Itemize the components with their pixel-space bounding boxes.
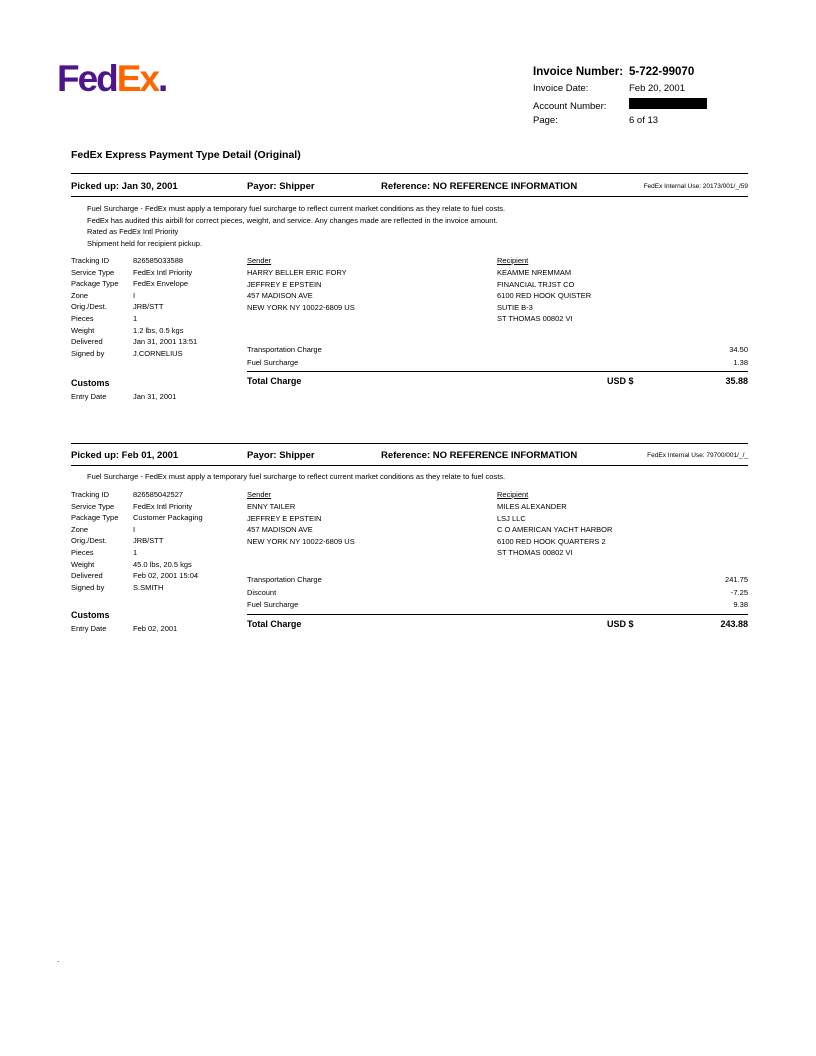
- logo-ex-text: Ex: [116, 58, 159, 99]
- recipient-block-2: [497, 489, 737, 559]
- field-key: Service Type: [71, 501, 115, 511]
- page-label: Page:: [533, 115, 558, 126]
- shipment-notes-2: [87, 471, 727, 483]
- shipment-fields-1: [71, 255, 243, 359]
- charge-row: [247, 599, 748, 612]
- field-key: Package Type: [71, 513, 119, 523]
- recipient-title: Recipient: [497, 256, 529, 265]
- charge-name: Discount: [247, 587, 277, 597]
- page-value: 6 of 13: [629, 115, 659, 126]
- logo-dot: .: [158, 58, 168, 99]
- shipment-fields-2: [71, 489, 243, 593]
- recipient-block-1: [497, 255, 737, 325]
- shipment-notes-1: [87, 203, 727, 249]
- payor-2: Payor: Shipper: [247, 450, 315, 461]
- recipient-line: 6100 RED HOOK QUARTERS 2: [497, 536, 606, 546]
- shipment-rule-2: [71, 465, 748, 466]
- sender-line: NEW YORK NY 10022-6809 US: [247, 302, 355, 312]
- invoice-date-label: Invoice Date:: [533, 83, 589, 94]
- charge-amount: -7.25: [730, 587, 748, 597]
- reference-2: Reference: NO REFERENCE INFORMATION: [381, 450, 578, 461]
- account-number-row: [533, 98, 763, 112]
- recipient-line: KEAMME NREMMAM: [497, 268, 572, 278]
- invoice-number-value: 5-722-99070: [629, 66, 695, 78]
- field-key: Delivered: [71, 337, 103, 347]
- field-value: Jan 31, 2001 13:51: [133, 337, 198, 347]
- customs-block-1: [71, 378, 251, 402]
- internal-use-2: FedEx Internal Use: 79700/001/_/_: [647, 451, 748, 459]
- charges-divider: [247, 614, 748, 615]
- invoice-header: [533, 66, 763, 130]
- sender-block-1: [247, 255, 482, 313]
- field-value: Customer Packaging: [133, 513, 203, 523]
- field-row: [71, 267, 243, 279]
- field-key: Zone: [71, 290, 89, 300]
- note-line: FedEx has audited this airbill for correct pieces, weight, and service. Any changes made are reflected in the invoice amount.: [87, 215, 498, 225]
- footer-mark: .: [57, 955, 60, 964]
- charge-amount: 34.50: [729, 345, 748, 354]
- charge-name: Fuel Surcharge: [247, 357, 299, 367]
- invoice-date-value: Feb 20, 2001: [629, 83, 685, 94]
- reference-1: Reference: NO REFERENCE INFORMATION: [381, 181, 578, 192]
- field-row: [71, 336, 243, 348]
- field-row: [71, 547, 243, 559]
- field-row: [71, 582, 243, 594]
- total-label: Total Charge: [247, 376, 302, 386]
- field-key: Signed by: [71, 348, 105, 358]
- logo-fed-text: Fed: [57, 58, 117, 99]
- field-key: Package Type: [71, 279, 119, 289]
- field-row: [71, 278, 243, 290]
- field-row: [71, 512, 243, 524]
- recipient-line: C O AMERICAN YACHT HARBOR: [497, 525, 613, 535]
- field-row: [71, 313, 243, 325]
- field-value: 1.2 lbs, 0.5 kgs: [133, 325, 184, 335]
- field-value: 826585033588: [133, 256, 184, 265]
- charge-amount: 1.38: [733, 357, 748, 367]
- shipment-separator: [71, 443, 748, 444]
- picked-up-1: Picked up: Jan 30, 2001: [71, 181, 178, 192]
- field-row: [71, 301, 243, 313]
- field-value: 826585042527: [133, 490, 184, 499]
- field-row: [71, 348, 243, 360]
- field-row: [71, 255, 243, 267]
- charge-row: [247, 344, 748, 357]
- field-value: I: [133, 524, 136, 534]
- sender-title: Sender: [247, 490, 272, 499]
- field-value: S.SMITH: [133, 582, 164, 592]
- sender-line: JEFFREY E EPSTEIN: [247, 513, 322, 523]
- recipient-line: ST THOMAS 00802 VI: [497, 314, 573, 324]
- field-key: Pieces: [71, 313, 94, 323]
- customs-row: [71, 623, 251, 635]
- customs-block-2: [71, 610, 251, 634]
- invoice-number-label: Invoice Number:: [533, 66, 624, 78]
- recipient-line: 6100 RED HOOK QUISTER: [497, 291, 592, 301]
- customs-value: Jan 31, 2001: [133, 391, 177, 401]
- fedex-logo: [57, 60, 167, 97]
- recipient-line: FINANCIAL TRJST CO: [497, 279, 575, 289]
- note-line: Fuel Surcharge - FedEx must apply a temporary fuel surcharge to reflect current market conditions as they relate to fuel costs.: [87, 204, 506, 213]
- recipient-line: LSJ LLC: [497, 513, 526, 523]
- sender-block-2: [247, 489, 482, 547]
- shipment-header-2: [71, 450, 748, 464]
- field-row: [71, 524, 243, 536]
- field-key: Weight: [71, 559, 95, 569]
- customs-title: Customs: [71, 378, 110, 388]
- field-key: Orig./Dest.: [71, 536, 107, 546]
- total-row-2: [247, 617, 748, 631]
- charge-name: Transportation Charge: [247, 575, 322, 584]
- field-key: Delivered: [71, 571, 103, 581]
- note-line: Shipment held for recipient pickup.: [87, 238, 203, 248]
- customs-row: [71, 391, 251, 403]
- field-key: Orig./Dest.: [71, 302, 107, 312]
- total-currency: USD $: [607, 376, 634, 386]
- field-key: Tracking ID: [71, 490, 110, 499]
- field-key: Pieces: [71, 547, 94, 557]
- section-title: FedEx Express Payment Type Detail (Original): [71, 149, 301, 161]
- invoice-number-row: [533, 66, 763, 78]
- field-key: Signed by: [71, 582, 105, 592]
- shipment-header-1: [71, 181, 748, 195]
- field-row: [71, 570, 243, 582]
- field-row: [71, 325, 243, 337]
- picked-up-2: Picked up: Feb 01, 2001: [71, 450, 179, 461]
- field-value: 45.0 lbs, 20.5 kgs: [133, 559, 192, 569]
- field-value: I: [133, 290, 136, 300]
- field-value: Feb 02, 2001 15:04: [133, 571, 199, 581]
- charge-row: [247, 587, 748, 600]
- sender-line: 457 MADISON AVE: [247, 525, 313, 535]
- shipment-rule-1: [71, 196, 748, 197]
- sender-title: Sender: [247, 256, 272, 265]
- field-value: FedEx Intl Priority: [133, 501, 193, 511]
- sender-line: 457 MADISON AVE: [247, 291, 313, 301]
- field-value: JRB/STT: [133, 536, 164, 546]
- field-value: JRB/STT: [133, 302, 164, 312]
- field-row: [71, 559, 243, 571]
- total-amount: 243.88: [720, 618, 748, 629]
- field-key: Zone: [71, 524, 89, 534]
- field-row: [71, 535, 243, 547]
- field-value: J.CORNELIUS: [133, 348, 183, 358]
- customs-key: Entry Date: [71, 623, 107, 633]
- customs-title: Customs: [71, 610, 110, 620]
- customs-value: Feb 02, 2001: [133, 623, 178, 633]
- customs-key: Entry Date: [71, 391, 107, 401]
- note-line: Fuel Surcharge - FedEx must apply a temporary fuel surcharge to reflect current market conditions as they relate to fuel costs.: [87, 472, 506, 481]
- sender-line: JEFFREY E EPSTEIN: [247, 279, 322, 289]
- charge-amount: 241.75: [725, 575, 748, 584]
- field-key: Service Type: [71, 267, 115, 277]
- field-row: [71, 501, 243, 513]
- sender-line: ENNY TAILER: [247, 502, 296, 512]
- charge-row: [247, 357, 748, 370]
- note-line: Rated as FedEx Intl Priority: [87, 227, 179, 236]
- total-label: Total Charge: [247, 618, 302, 629]
- account-number-redaction: [629, 98, 707, 109]
- field-key: Weight: [71, 325, 95, 335]
- field-value: FedEx Envelope: [133, 279, 189, 289]
- account-number-label: Account Number:: [533, 100, 607, 112]
- sender-line: HARRY BELLER ERIC FORY: [247, 268, 347, 278]
- charges-divider: [247, 371, 748, 372]
- field-value: 1: [133, 547, 138, 557]
- section-rule-top: [71, 173, 748, 174]
- field-row: [71, 489, 243, 501]
- total-amount: 35.88: [725, 376, 748, 386]
- recipient-line: SUTIE B-3: [497, 302, 533, 312]
- page-row: [533, 115, 763, 126]
- charges-block-2: [247, 574, 748, 631]
- recipient-line: ST THOMAS 00802 VI: [497, 548, 573, 558]
- charges-block-1: [247, 344, 748, 388]
- field-row: [71, 290, 243, 302]
- recipient-line: MILES ALEXANDER: [497, 502, 567, 512]
- charge-row: [247, 574, 748, 587]
- payor-1: Payor: Shipper: [247, 181, 315, 192]
- charge-amount: 9.38: [733, 600, 748, 609]
- charge-name: Fuel Surcharge: [247, 600, 299, 609]
- internal-use-1: FedEx Internal Use: 20173/001/_/59: [643, 182, 748, 190]
- total-currency: USD $: [607, 618, 634, 629]
- field-value: FedEx Intl Priority: [133, 267, 193, 277]
- invoice-date-row: [533, 83, 763, 94]
- field-key: Tracking ID: [71, 256, 110, 265]
- total-row-1: [247, 374, 748, 388]
- charge-name: Transportation Charge: [247, 345, 322, 354]
- field-value: 1: [133, 313, 138, 323]
- recipient-title: Recipient: [497, 490, 529, 499]
- sender-line: NEW YORK NY 10022-6809 US: [247, 536, 355, 546]
